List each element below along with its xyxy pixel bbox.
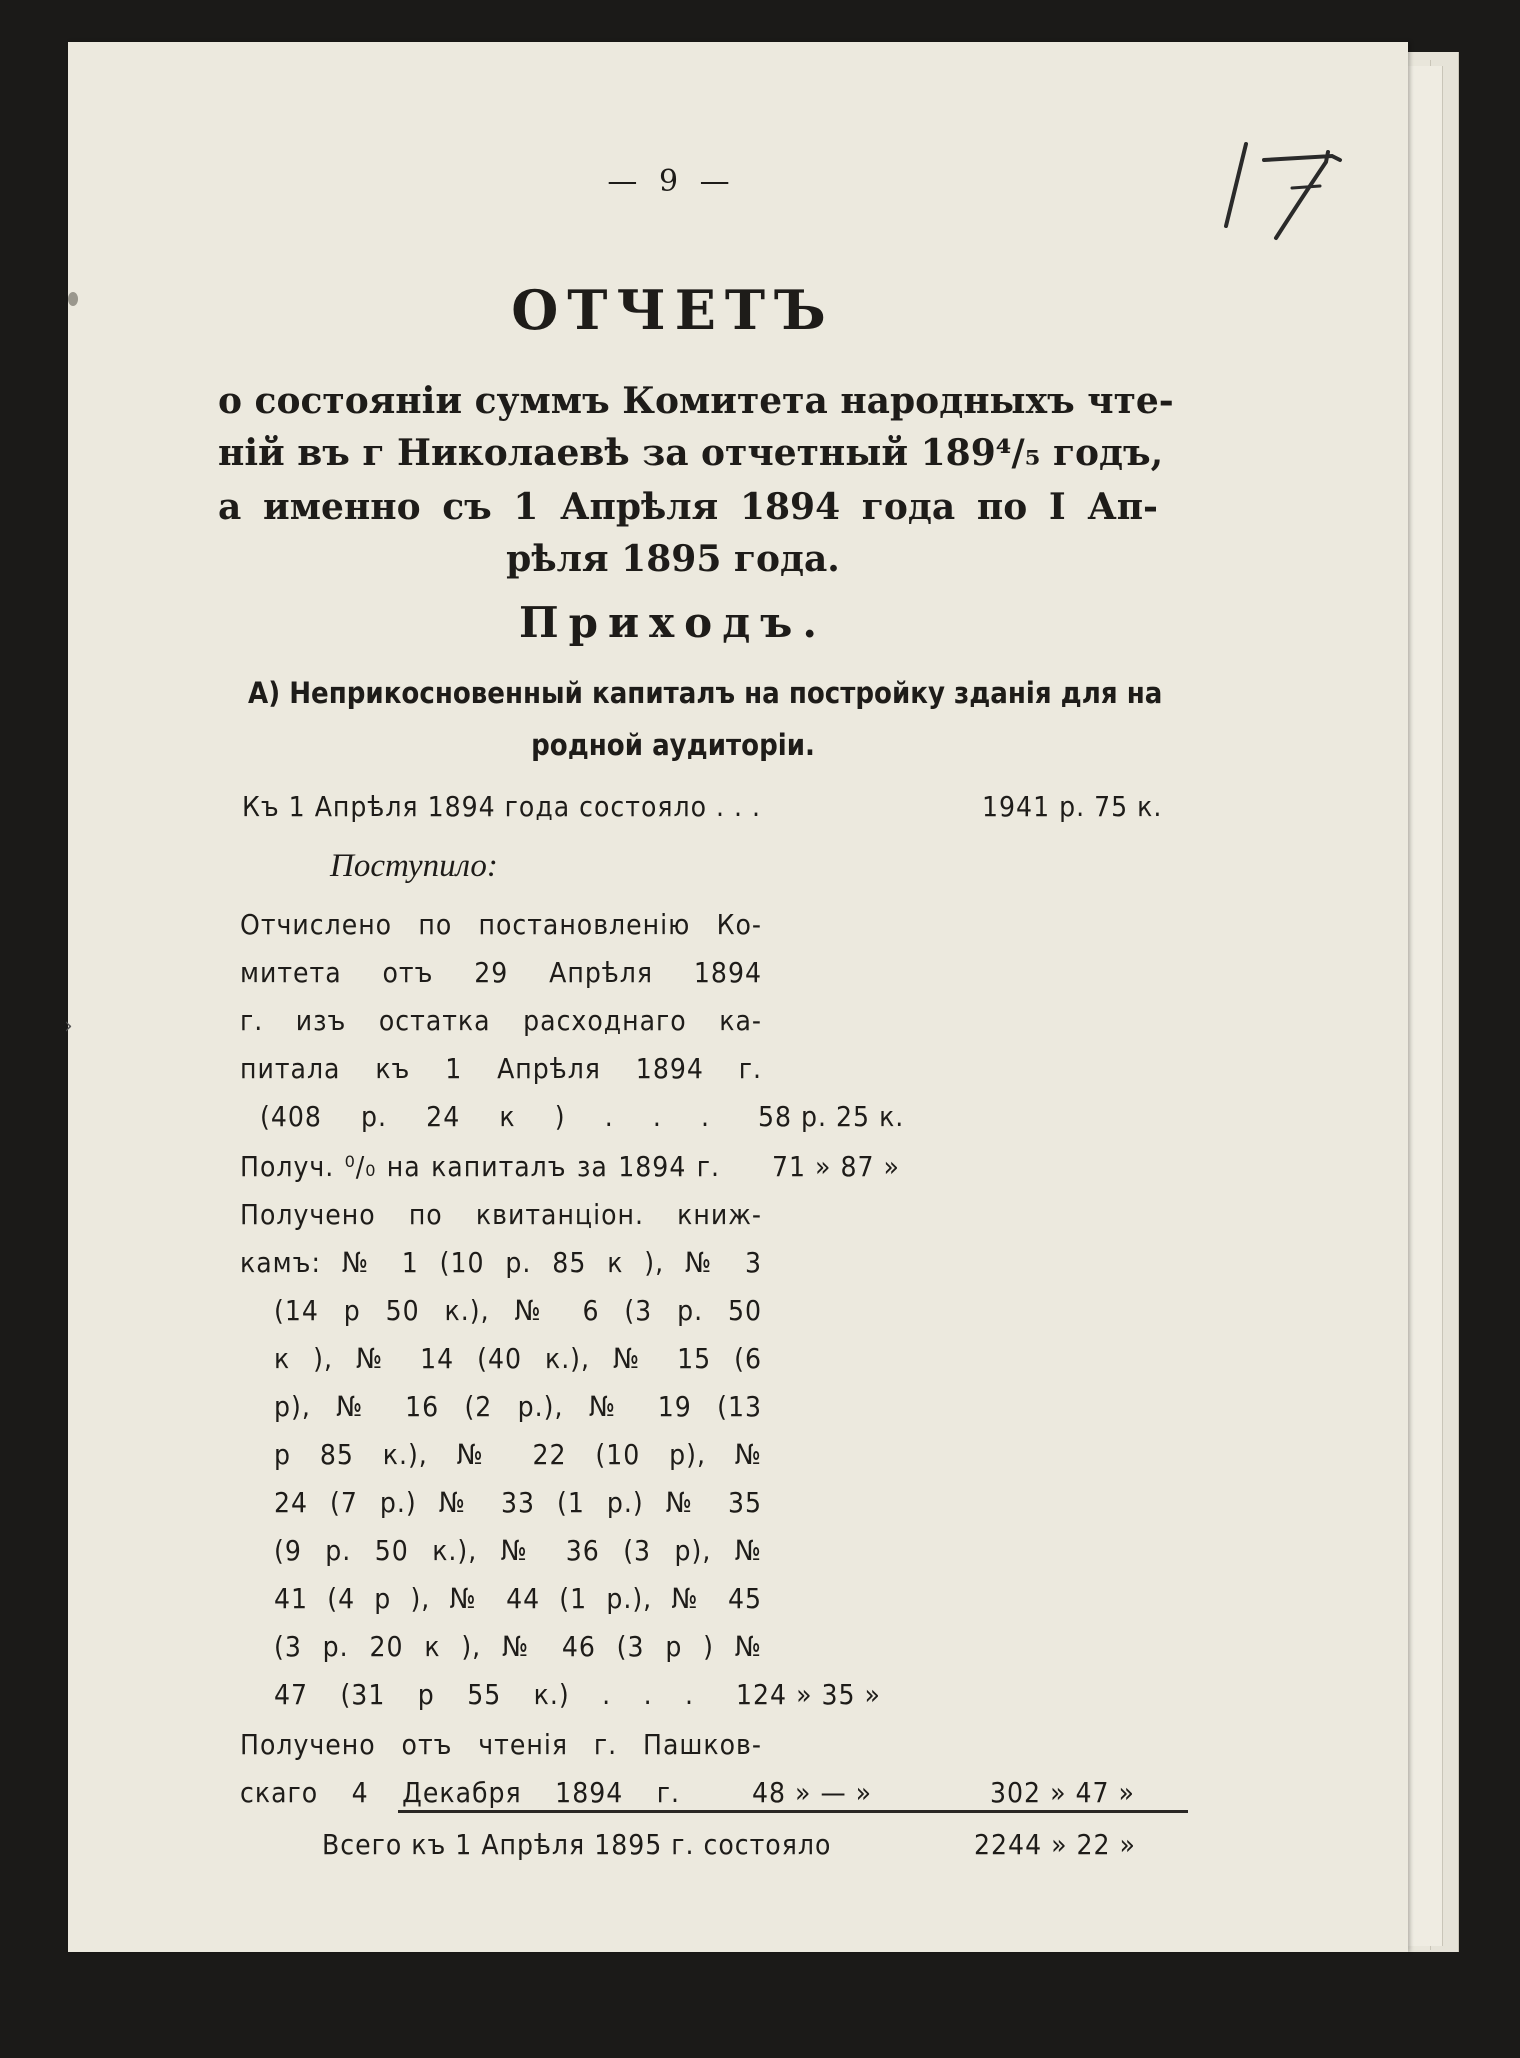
subtitle-line: о состояніи суммъ Комитета народныхъ чте- — [218, 380, 1174, 422]
subtotal-amount: 302 » 47 » — [990, 1776, 1135, 1809]
subtitle-line: а именно съ 1 Апрѣля 1894 года по I Ап- — [218, 486, 1158, 528]
item-line: к ), № 14 (40 к.), № 15 (6 — [274, 1342, 762, 1375]
item-line: питала къ 1 Апрѣля 1894 г. — [240, 1052, 762, 1085]
opening-balance-amount: 1941 р. 75 к. — [982, 790, 1163, 823]
item-amount: 58 р. 25 к. — [758, 1100, 905, 1133]
opening-balance-text: Къ 1 Апрѣля 1894 года состояло . . . — [242, 790, 761, 823]
item-amount: 71 » 87 » — [772, 1150, 900, 1183]
item-line: Получ. ⁰/₀ на капиталъ за 1894 г. — [240, 1150, 720, 1183]
section-heading-income: Приходъ. — [518, 598, 828, 647]
total-text: Всего къ 1 Апрѣля 1895 г. состояло — [322, 1828, 832, 1861]
item-line: Получено по квитанціон. книж- — [240, 1198, 762, 1231]
section-a-heading: родной аудиторіи. — [531, 728, 815, 762]
item-line: 24 (7 р.) № 33 (1 р.) № 35 — [274, 1486, 762, 1519]
item-line: р 85 к.), № 22 (10 р), № — [274, 1438, 762, 1471]
item-line: 47 (31 р 55 к.) . . . — [274, 1678, 694, 1711]
item-amount: 48 » — » — [752, 1776, 873, 1809]
subtitle-line: ній въ г Николаевѣ за отчетный 189⁴/₅ годъ, — [218, 432, 1164, 474]
item-line: митета отъ 29 Апрѣля 1894 — [240, 956, 762, 989]
subtitle-line: рѣля 1895 года. — [506, 538, 840, 580]
document-page — [64, 42, 1408, 1952]
received-heading: Поступило: — [330, 848, 498, 884]
margin-mark: › — [64, 1014, 73, 1039]
item-line: камъ: № 1 (10 р. 85 к ), № 3 — [240, 1246, 762, 1279]
total-rule — [398, 1810, 1188, 1813]
section-a-heading: А) Неприкосновенный капиталъ на постройку зданія для на — [248, 676, 1163, 710]
page-number: — 9 — — [607, 164, 736, 199]
item-line: (3 р. 20 к ), № 46 (3 р ) № — [274, 1630, 762, 1663]
item-line: р), № 16 (2 р.), № 19 (13 — [274, 1390, 762, 1423]
report-title: ОТЧЕТЪ — [511, 278, 835, 342]
item-amount: 124 » 35 » — [736, 1678, 881, 1711]
total-amount: 2244 » 22 » — [974, 1828, 1136, 1861]
item-line: (408 р. 24 к ) . . . — [260, 1100, 710, 1133]
item-line: скаго 4 Декабря 1894 г. — [240, 1776, 680, 1809]
item-line: Получено отъ чтенія г. Пашков- — [240, 1728, 762, 1761]
handwritten-folio-number — [1208, 126, 1358, 246]
item-line: г. изъ остатка расходнаго ка- — [240, 1004, 762, 1037]
item-line: (14 р 50 к.), № 6 (3 р. 50 — [274, 1294, 762, 1327]
item-line: Отчислено по постановленію Ко- — [240, 908, 762, 941]
item-line: (9 р. 50 к.), № 36 (3 р), № — [274, 1534, 762, 1567]
item-line: 41 (4 р ), № 44 (1 р.), № 45 — [274, 1582, 762, 1615]
